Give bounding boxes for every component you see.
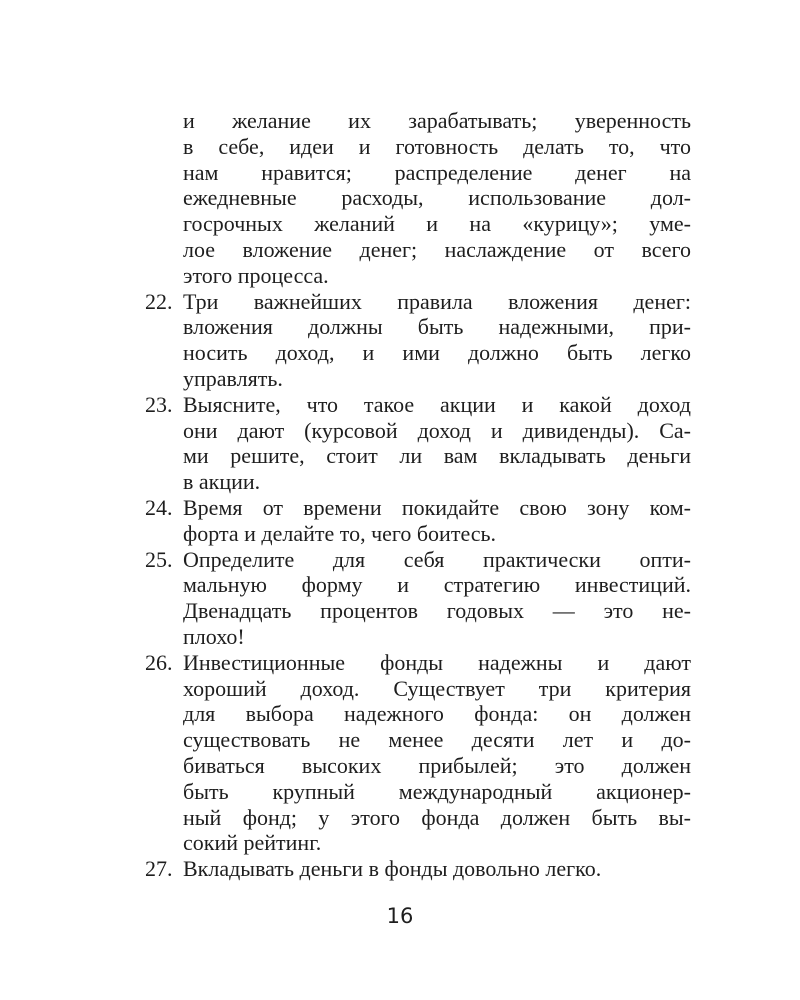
- text-line: Определите для себя практически опти-: [183, 546, 691, 572]
- list-item-22: [145, 289, 705, 392]
- list-item-text: [183, 856, 691, 882]
- list-item-text: [183, 392, 691, 495]
- text-line: и желание их зарабатывать; уверенность: [183, 108, 691, 133]
- text-line: плохо!: [183, 623, 245, 649]
- text-line: Вкладывать деньги в фонды довольно легко.: [183, 856, 602, 882]
- list-item-continuation: [145, 108, 705, 289]
- text-line: этого процесса.: [183, 262, 329, 288]
- text-line: форта и делайте то, чего боитесь.: [183, 520, 497, 546]
- text-line: они дают (курсовой доход и дивиденды). Са-: [183, 417, 691, 443]
- list-item-text: [183, 547, 691, 650]
- text-line: Выясните, что такое акции и какой доход: [183, 391, 691, 417]
- text-line: существовать не менее десяти лет и до-: [183, 727, 691, 753]
- text-line: Три важнейших правила вложения денег:: [183, 288, 691, 314]
- list-item-number: 22.: [145, 288, 173, 314]
- list-item-number: 27.: [145, 856, 173, 882]
- text-line: Инвестиционные фонды надежны и дают: [183, 649, 691, 675]
- text-line: управлять.: [183, 365, 283, 391]
- list-item-number: 26.: [145, 649, 173, 675]
- text-line: в акции.: [183, 469, 261, 495]
- text-line: ежедневные расходы, использование дол-: [183, 185, 691, 211]
- text-line: носить доход, и ими должно быть легко: [183, 340, 691, 366]
- text-line: ный фонд; у этого фонда должен быть вы-: [183, 804, 691, 830]
- list-item-text: [183, 650, 691, 856]
- text-line: ми решите, стоит ли вам вкладывать деньги: [183, 443, 691, 469]
- list-item-26: [145, 650, 705, 856]
- text-line: в себе, идеи и готовность делать то, что: [183, 133, 691, 159]
- list-item-27: [145, 856, 705, 882]
- text-line: нам нравится; распределение денег на: [183, 159, 691, 185]
- text-line: хороший доход. Существует три критерия: [183, 675, 691, 701]
- list-item-text: [183, 495, 691, 547]
- text-line: госрочных желаний и на «курицу»; уме-: [183, 211, 691, 237]
- text-line: мальную форму и стратегию инвестиций.: [183, 572, 691, 598]
- text-line: лое вложение денег; наслаждение от всего: [183, 236, 691, 262]
- list-item-number: 25.: [145, 546, 173, 572]
- list-item-24: [145, 495, 705, 547]
- page-text: [145, 108, 705, 882]
- page-number: 16: [386, 904, 414, 928]
- text-line: быть крупный международный акционер-: [183, 778, 691, 804]
- text-line: биваться высоких прибылей; это должен: [183, 752, 691, 778]
- text-line: Двенадцать процентов годовых — это не-: [183, 598, 691, 624]
- text-line: для выбора надежного фонда: он должен: [183, 701, 691, 727]
- list-item-text: [183, 289, 691, 392]
- list-item-number: 24.: [145, 494, 173, 520]
- list-item-number: 23.: [145, 391, 173, 417]
- text-line: вложения должны быть надежными, при-: [183, 314, 691, 340]
- list-item-25: [145, 547, 705, 650]
- text-line: Время от времени покидайте свою зону ком-: [183, 494, 691, 520]
- text-line: сокий рейтинг.: [183, 830, 322, 856]
- list-item-text: [183, 108, 691, 289]
- list-item-23: [145, 392, 705, 495]
